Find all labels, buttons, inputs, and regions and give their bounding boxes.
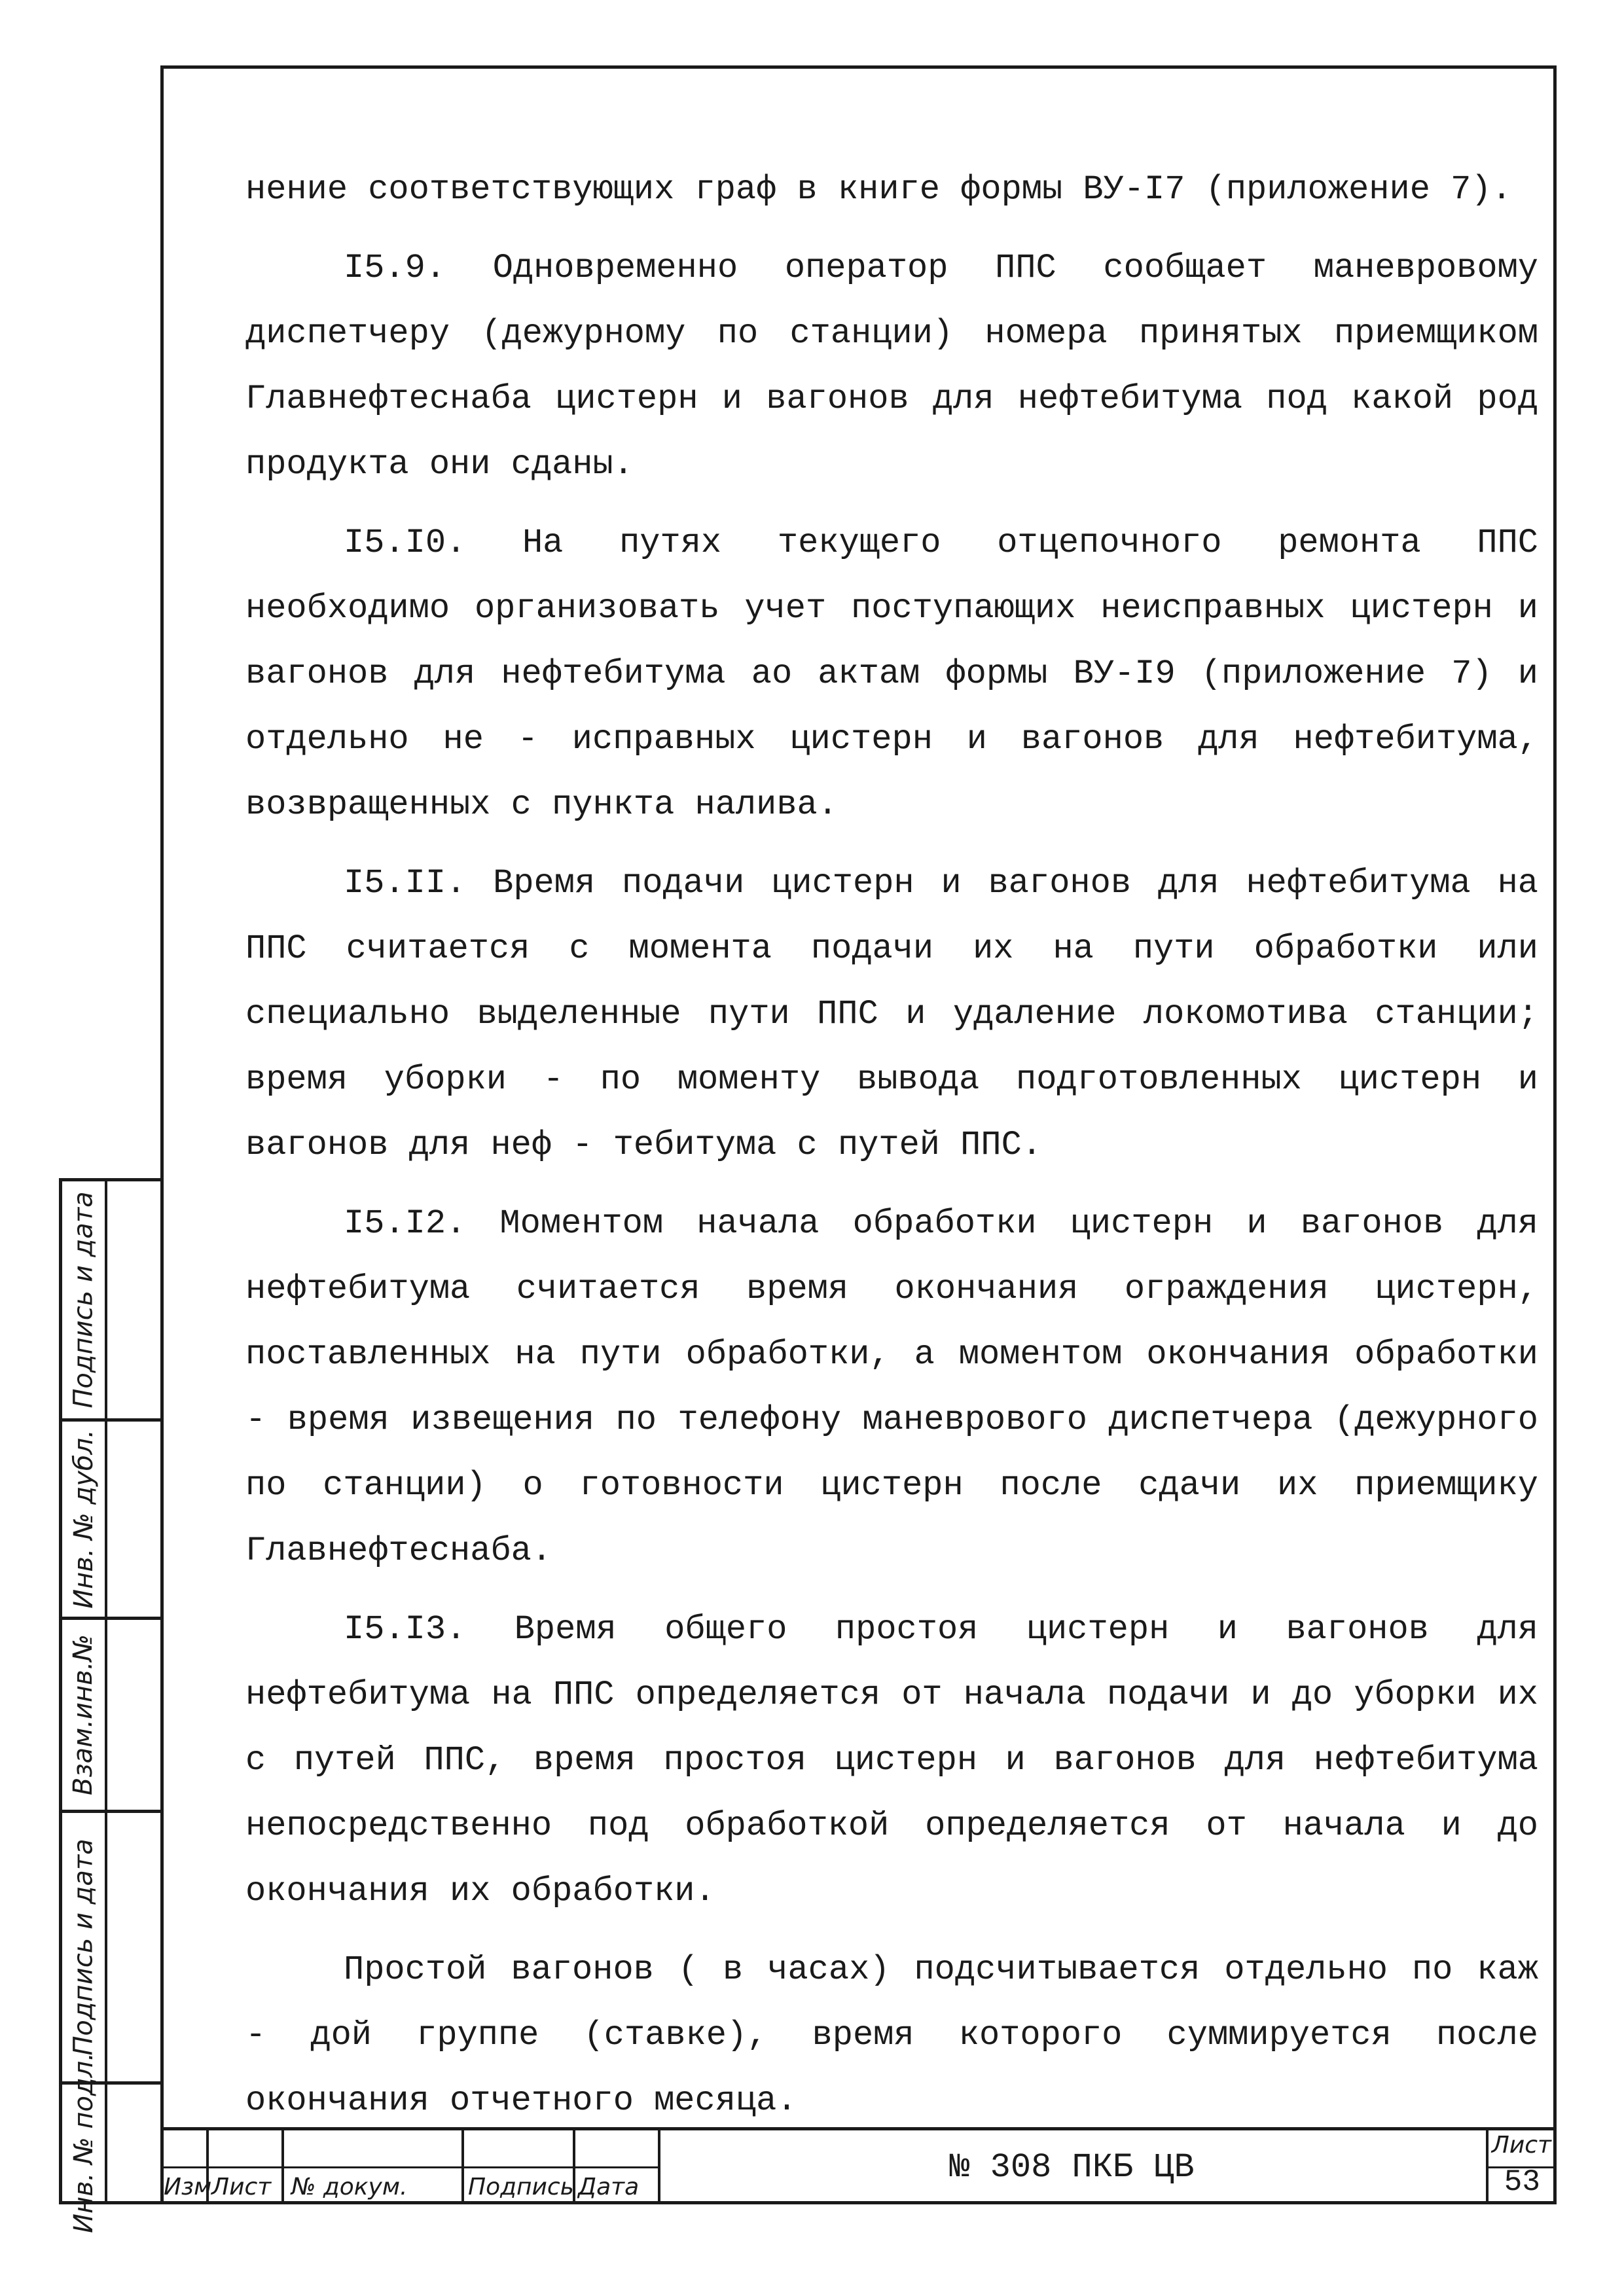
stamp-col-date: Дата bbox=[578, 2174, 640, 2200]
stamp-col-signature: Подпись bbox=[468, 2174, 574, 2200]
side-box-signature-date-2 bbox=[59, 1810, 160, 2085]
side-box-dupl-inv bbox=[59, 1418, 160, 1620]
stamp-col-doc-number: № докум. bbox=[291, 2174, 408, 2200]
paragraph-continuation: нение соответствующих граф в книге формы ВУ-I7 (приложение 7). bbox=[245, 170, 1512, 209]
paragraph-downtime: Простой вагонов ( в часах) подсчитывается отдельно по каж - дой группе (ставке), время которого суммируется после окончания отчетного месяца. bbox=[245, 1950, 1538, 2120]
stamp-col-change: Изм bbox=[164, 2174, 212, 2200]
side-label: Инв. № подл. bbox=[68, 2053, 99, 2233]
sheet-number: 53 bbox=[1504, 2165, 1540, 2199]
document-body bbox=[245, 157, 1538, 2147]
side-box-signature-date-1 bbox=[59, 1178, 160, 1422]
stamp-col-sheet: Лист bbox=[211, 2174, 272, 2200]
paragraph-15-11: I5.II. Время подачи цистерн и вагонов для нефтебитума на ППС считается с момента подачи их на пути обработки или специально выделенные пути ППС и удаление локомотива станции; время уборки - по моменту вывода подготовленных цистерн и вагонов для неф - тебитума с путей ППС. bbox=[245, 864, 1538, 1164]
paragraph-15-12: I5.I2. Моментом начала обработки цистерн и вагонов для нефтебитума считается время окончания ограждения цистерн, поставленных на пути обработки, а моментом окончания обработки - время извещения по телефону маневрового диспетчера (дежурного по станции) о готовности цистерн после сдачи их приемщику Главнефтеснаба. bbox=[245, 1204, 1538, 1570]
side-label: Подпись и дата bbox=[68, 1191, 99, 1408]
side-label: Взам.инв.№ bbox=[68, 1634, 99, 1796]
side-label: Инв. № дубл. bbox=[68, 1429, 99, 1609]
sheet-label: Лист bbox=[1491, 2132, 1551, 2159]
paragraph-15-10: I5.I0. На путях текущего отцепочного ремонта ППС необходимо организовать учет поступающих неисправных цистерн и вагонов для нефтебитума ао актам формы ВУ-I9 (приложение 7) и отдельно не - исправных цистерн и вагонов для нефтебитума, возвращенных с пункта налива. bbox=[245, 524, 1538, 824]
document-number: № 308 ПКБ ЦВ bbox=[949, 2148, 1195, 2187]
paragraph-15-9: I5.9. Одновременно оператор ППС сообщает маневровому диспетчеру (дежурному по станции) номера принятых приемщиком Главнефтеснаба цистерн и вагонов для нефтебитума под какой род продукта они сданы. bbox=[245, 249, 1538, 484]
side-box-original-inv bbox=[59, 2053, 160, 2233]
side-box-replace-inv bbox=[59, 1617, 160, 1813]
side-label: Подпись и дата bbox=[68, 1839, 99, 2056]
title-block bbox=[160, 2127, 1557, 2204]
paragraph-15-13: I5.I3. Время общего простоя цистерн и вагонов для нефтебитума на ППС определяется от начала подачи и до уборки их с путей ППС, время простоя цистерн и вагонов для нефтебитума непосредственно под обработкой определяется от начала и до окончания их обработки. bbox=[245, 1610, 1538, 1910]
